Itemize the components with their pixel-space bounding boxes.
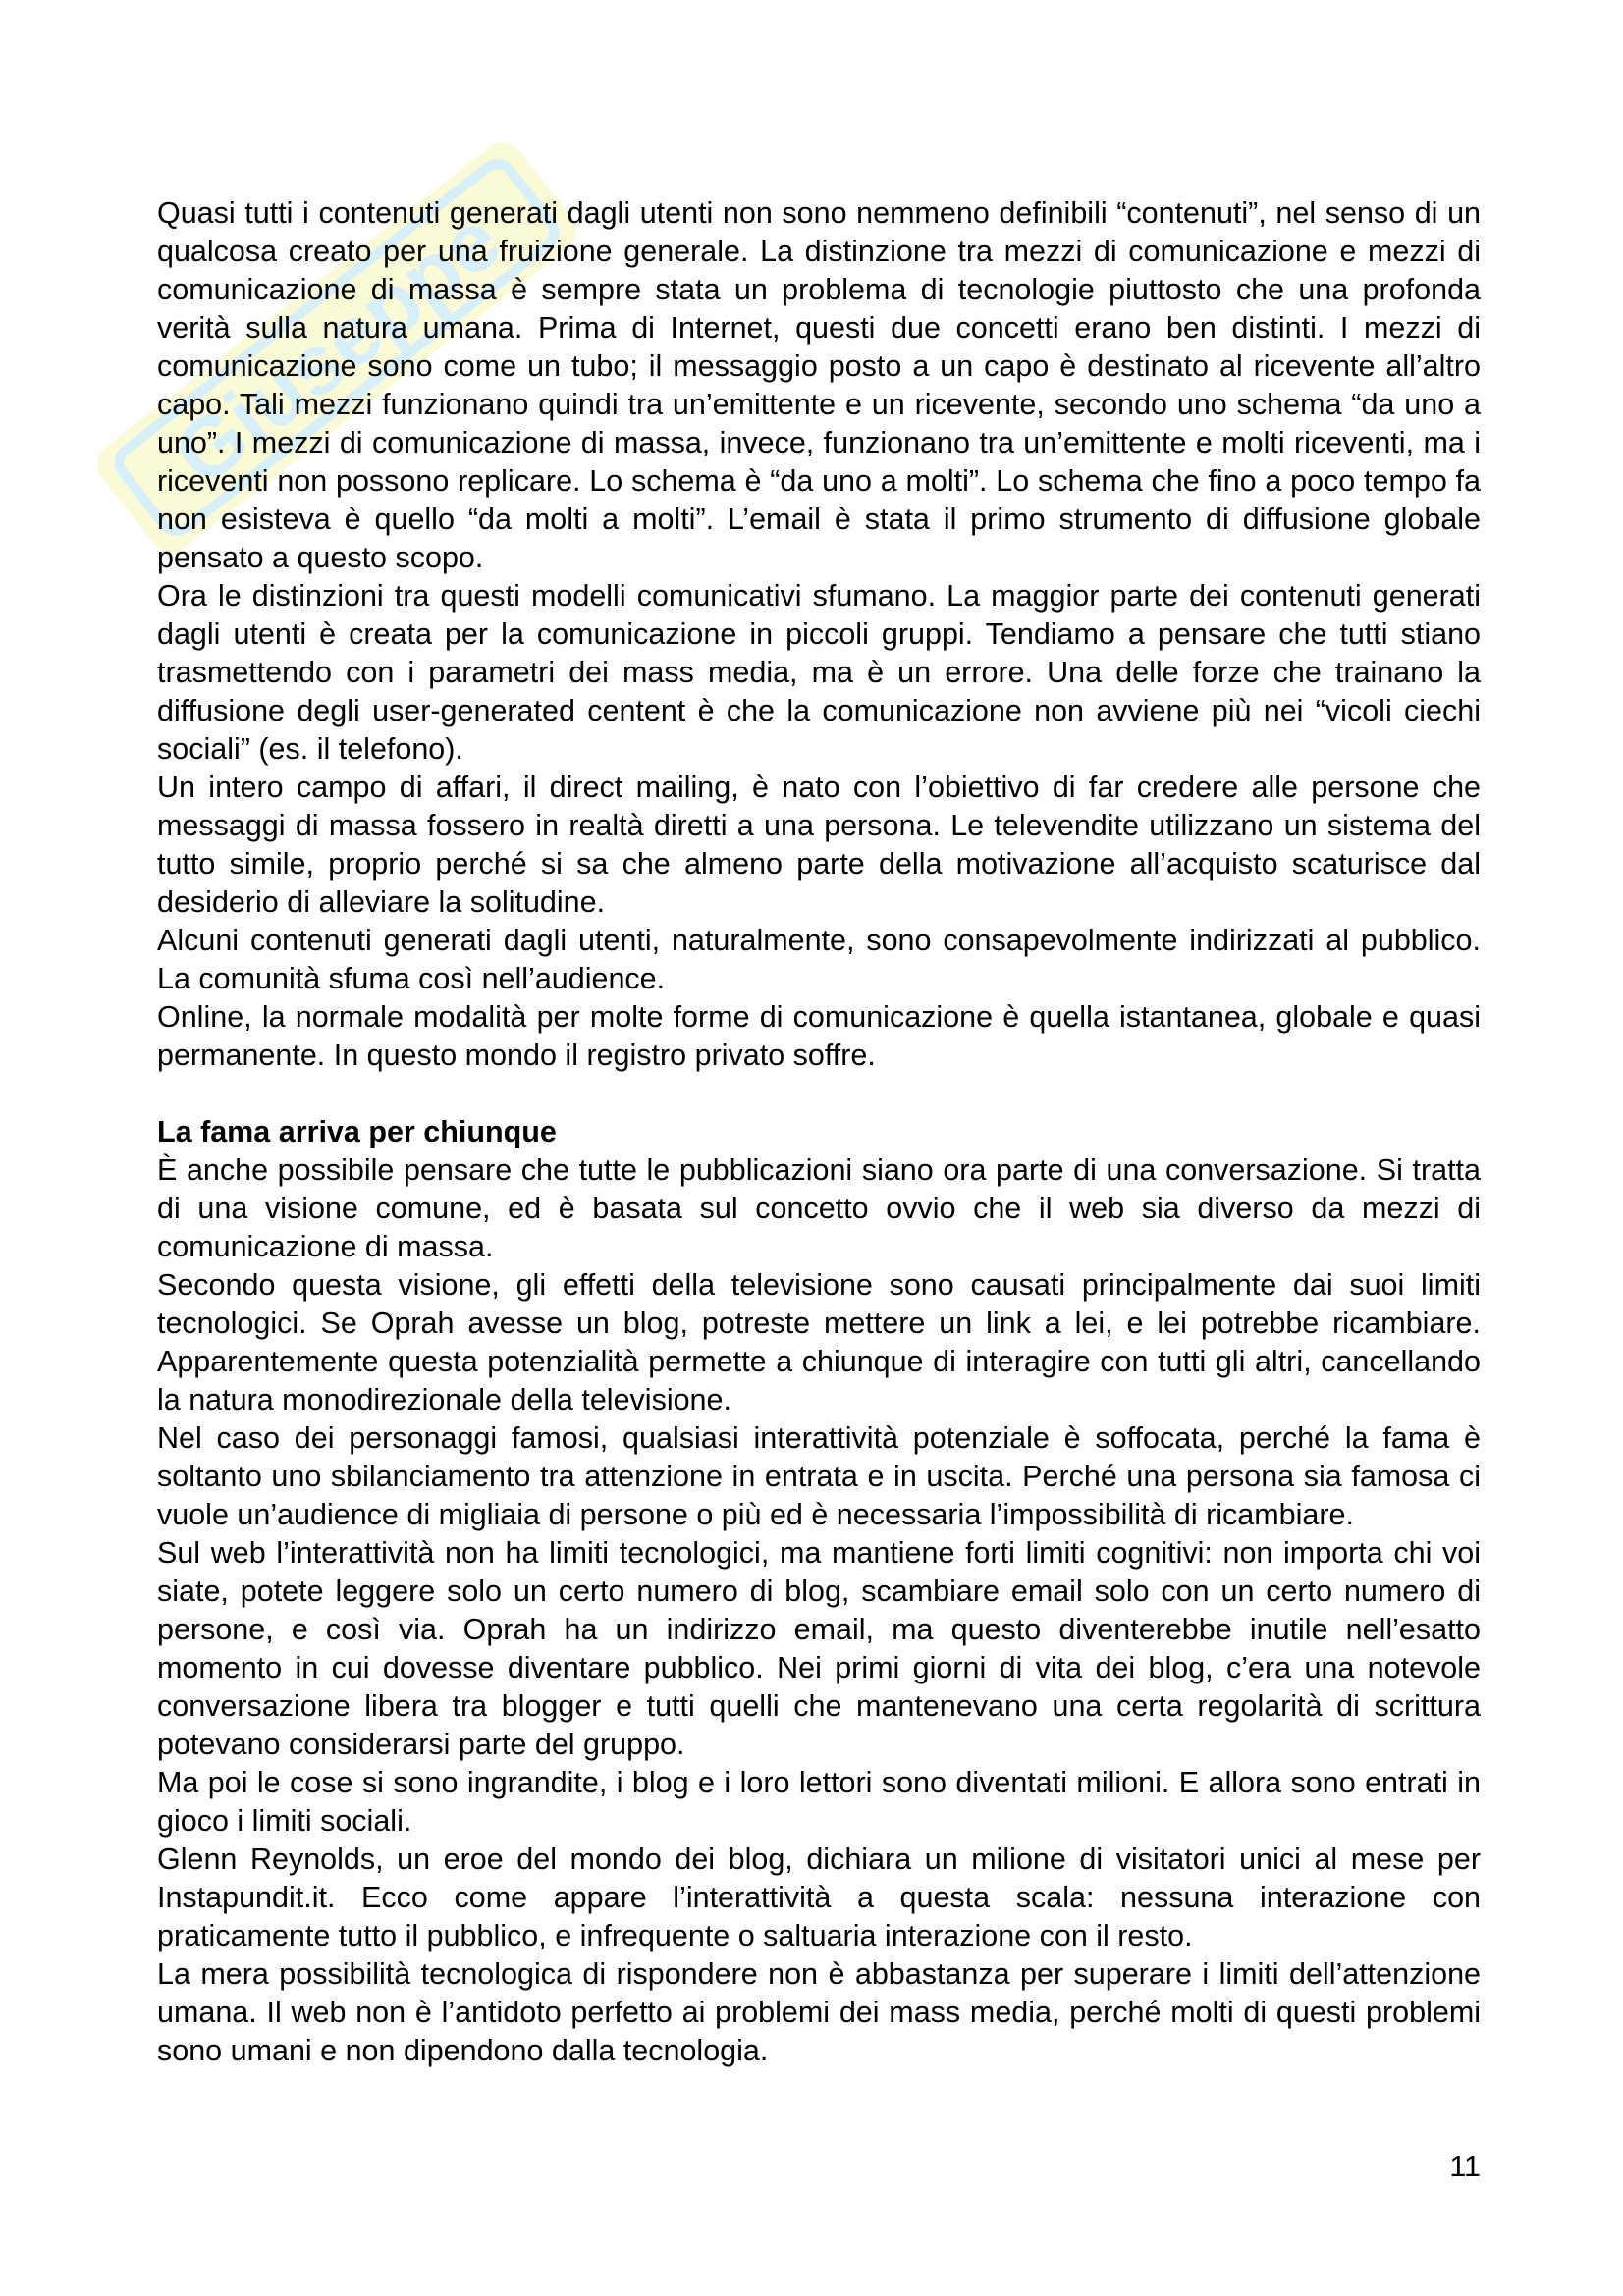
section-heading: La fama arriva per chiunque <box>157 1115 557 1148</box>
paragraph: Glenn Reynolds, un eroe del mondo dei blog, dichiara un milione di visitatori unici al mese per Instapundit.it. Ecco come appare l’interattività a questa scala: nessuna interazione con praticamente tutto il pubblico, e infrequente o saltuaria interazione con il resto. <box>157 1842 1481 1952</box>
watermark-text: Giuseppe <box>156 192 518 505</box>
paragraph: Secondo questa visione, gli effetti della televisione sono causati principalmente dai suoi limiti tecnologici. Se Oprah avesse un blog, potreste mettere un link a lei, e lei potrebbe ricambiare. Apparentemente questa potenzialità permette a chiunque di interagire con tutti gli altri, cancellando la natura monodirezionale della televisione. <box>157 1268 1481 1416</box>
paragraph: Sul web l’interattività non ha limiti tecnologici, ma mantiene forti limiti cognitivi: non importa chi voi siate, potete leggere solo un certo numero di blog, scambiare email solo con un certo numero di persone, e così via. Oprah ha un indirizzo email, ma questo diventerebbe inutile nell’esatto momento in cui dovesse diventare pubblico. Nei primi giorni di vita dei blog, c’era una notevole conversazione libera tra blogger e tutti quelli che mantenevano una certa regolarità di scrittura potevano considerarsi parte del gruppo. <box>157 1536 1481 1761</box>
paragraph: È anche possibile pensare che tutte le pubblicazioni siano ora parte di una conversazione. Si tratta di una visione comune, ed è basata sul concetto ovvio che il web sia diverso da mezzi di comunicazione di massa. <box>157 1153 1481 1263</box>
section-main-text <box>157 194 1481 1075</box>
section-fame <box>157 1113 1481 2070</box>
paragraph: Nel caso dei personaggi famosi, qualsiasi interattività potenziale è soffocata, perché la fama è soltanto uno sbilanciamento tra attenzione in entrata e in uscita. Perché una persona sia famosa ci vuole un’audience di migliaia di persone o più ed è necessaria l’impossibilità di ricambiare. <box>157 1421 1481 1531</box>
page-content <box>157 194 1481 2070</box>
blank-line <box>157 1075 1481 1113</box>
paragraph: Online, la normale modalità per molte forme di comunicazione è quella istantanea, globale e quasi permanente. In questo mondo il registro privato soffre. <box>157 1000 1481 1072</box>
paragraph: La mera possibilità tecnologica di rispondere non è abbastanza per superare i limiti dell’attenzione umana. Il web non è l’antidoto perfetto ai problemi dei mass media, perché molti di questi problemi sono umani e non dipendono dalla tecnologia. <box>157 1957 1481 2067</box>
paragraph: Quasi tutti i contenuti generati dagli utenti non sono nemmeno definibili “contenuti”, nel senso di un qualcosa creato per una fruizione generale. La distinzione tra mezzi di comunicazione e mezzi di comunicazione di massa è sempre stata un problema di tecnologie piuttosto che una profonda verità sulla natura umana. Prima di Internet, questi due concetti erano ben distinti. I mezzi di comunicazione sono come un tubo; il messaggio posto a un capo è destinato al ricevente all’altro capo. Tali mezzi funzionano quindi tra un’emittente e un ricevente, secondo uno schema “da uno a uno”. I mezzi di comunicazione di massa, invece, funzionano tra un’emittente e molti riceventi, ma i riceventi non possono replicare. Lo schema è “da uno a molti”. Lo schema che fino a poco tempo fa non esisteva è quello “da molti a molti”. L’email è stata il primo strumento di diffusione globale pensato a questo scopo. <box>157 196 1481 574</box>
paragraph: Un intero campo di affari, il direct mailing, è nato con l’obiettivo di far credere alle persone che messaggi di massa fossero in realtà diretti a una persona. Le televendite utilizzano un sistema del tutto simile, proprio perché si sa che almeno parte della motivazione all’acquisto scaturisce dal desiderio di alleviare la solitudine. <box>157 771 1481 919</box>
page-number: 11 <box>1449 2150 1481 2183</box>
paragraph: Ma poi le cose si sono ingrandite, i blog e i loro lettori sono diventati milioni. E allora sono entrati in gioco i limiti sociali. <box>157 1766 1481 1838</box>
paragraph: Alcuni contenuti generati dagli utenti, naturalmente, sono consapevolmente indirizzati al pubblico. La comunità sfuma così nell’audience. <box>157 924 1481 995</box>
paragraph: Ora le distinzioni tra questi modelli comunicativi sfumano. La maggior parte dei contenuti generati dagli utenti è creata per la comunicazione in piccoli gruppi. Tendiamo a pensare che tutti stiano trasmettendo con i parametri dei mass media, ma è un errore. Una delle forze che trainano la diffusione degli user-generated centent è che la comunicazione non avviene più nei “vicoli ciechi sociali” (es. il telefono). <box>157 579 1481 766</box>
